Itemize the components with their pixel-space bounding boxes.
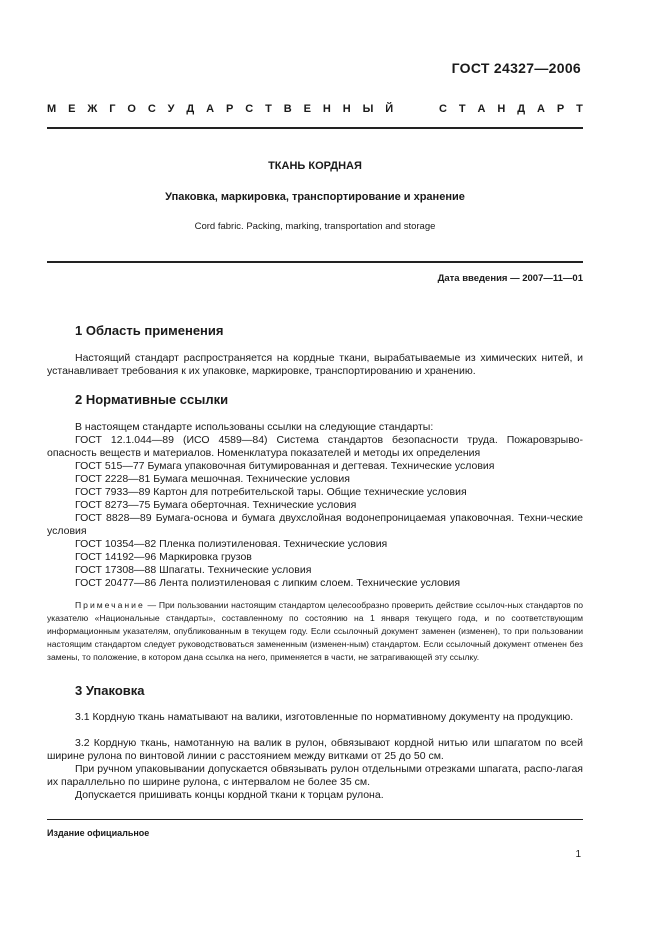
reference-item bbox=[47, 512, 583, 538]
banner-letter: Р bbox=[556, 103, 565, 115]
section-heading-packing: 3 Упаковка bbox=[75, 683, 145, 698]
paragraph-body: ГОСТ 8828—89 Бумага-основа и бумага двухслойная водонепроницаемая упаковочная. Техни-ческие условия bbox=[47, 512, 583, 537]
banner-letter: Е bbox=[303, 103, 311, 115]
banner-letter: Д bbox=[186, 103, 195, 115]
reference-item: ГОСТ 10354—82 Пленка полиэтиленовая. Технические условия bbox=[75, 538, 388, 550]
packing-stitching-note bbox=[47, 789, 583, 802]
document-subtitle-en: Cord fabric. Packing, marking, transportation and storage bbox=[194, 221, 436, 232]
page-number: 1 bbox=[575, 849, 581, 860]
packing-clause-3-2 bbox=[47, 737, 583, 763]
banner-letter: М bbox=[47, 103, 57, 115]
section-heading-scope: 1 Область применения bbox=[75, 323, 224, 338]
document-subtitle-ru: Упаковка, маркировка, транспортирование и хранение bbox=[165, 191, 465, 203]
banner-letter: У bbox=[167, 103, 175, 115]
banner-letter: В bbox=[283, 103, 292, 115]
paragraph-body: Допускается пришивать концы кордной ткани к торцам рулона. bbox=[75, 789, 384, 801]
banner-letter: А bbox=[477, 103, 486, 115]
packing-clause-3-1 bbox=[47, 711, 583, 724]
banner-letter: О bbox=[127, 103, 136, 115]
note-body: — При пользовании настоящим стандартом целесообразно проверить действие ссылоч-ных стандартов по указателю «Национальные стандарты», составленному по состоянию на 1 января текущего года, и по соответствующим информационным указателям, опубликованным в текущем году. Если ссылочный документ заменен (изменен), то при пользовании настоящим стандартом следует руководствоваться замененным (изменен-ным) стандартом. Если ссылочный документ отменен без замены, то положение, в котором дана ссылка на него, применяется в части, не затрагивающей эту ссылку. bbox=[47, 600, 584, 662]
banner-letter: Р bbox=[226, 103, 234, 115]
paragraph-body: При ручном упаковывании допускается обвязывать рулон отдельными отрезками шпагата, распо-лагая их параллельно по ширине рулона, с интервалом не более 35 см. bbox=[47, 763, 583, 788]
reference-item: ГОСТ 8273—75 Бумага оберточная. Технические условия bbox=[75, 499, 357, 511]
banner-letter: Ж bbox=[87, 103, 98, 115]
banner-letter: С bbox=[439, 103, 447, 115]
document-code: ГОСТ 24327—2006 bbox=[451, 60, 581, 76]
official-edition-label: Издание официальное bbox=[47, 828, 150, 838]
banner-letter: Т bbox=[576, 103, 583, 115]
banner-letter: С bbox=[245, 103, 254, 115]
interstate-standard-banner bbox=[47, 103, 583, 115]
banner-letter: Ы bbox=[362, 103, 374, 115]
banner-letter: Н bbox=[322, 103, 331, 115]
banner-letter: Е bbox=[68, 103, 76, 115]
banner-letter: А bbox=[536, 103, 545, 115]
banner-letter: Д bbox=[517, 103, 526, 115]
banner-letter: Г bbox=[109, 103, 116, 115]
banner-letter: Н bbox=[497, 103, 506, 115]
reference-item bbox=[47, 434, 583, 460]
paragraph-body: 3.2 Кордную ткань, намотанную на валик в рулон, обвязывают кордной нитью или шпагатом по всей ширине рулона по винтовой линии с расстоянием между витками от 25 до 50 см. bbox=[47, 737, 583, 762]
references-intro: В настоящем стандарте использованы ссылки на следующие стандарты: bbox=[75, 421, 434, 433]
document-title: ТКАНЬ КОРДНАЯ bbox=[268, 160, 362, 172]
banner-letter: Й bbox=[385, 103, 394, 115]
introduction-date: Дата введения — 2007—11—01 bbox=[437, 273, 583, 284]
paragraph-body: ГОСТ 12.1.044—89 (ИСО 4589—84) Система стандартов безопасности труда. Пожаровзрыво-опасность веществ и материалов. Номенклатура показателей и методы их определения bbox=[47, 434, 583, 459]
references-note bbox=[47, 599, 583, 664]
banner-letter: А bbox=[206, 103, 215, 115]
section-heading-references: 2 Нормативные ссылки bbox=[75, 392, 229, 407]
footer-divider bbox=[47, 819, 583, 820]
title-divider bbox=[47, 261, 583, 263]
header-divider bbox=[47, 127, 583, 129]
reference-item: ГОСТ 20477—86 Лента полиэтиленовая с липким слоем. Технические условия bbox=[75, 577, 461, 589]
banner-letter: Т bbox=[458, 103, 466, 115]
paragraph-body: Настоящий стандарт распространяется на кордные ткани, вырабатываемые из химических нитей, и устанавливает требования к их упаковке, маркировке, транспортированию и хранению. bbox=[47, 352, 583, 377]
reference-item: ГОСТ 14192—96 Маркировка грузов bbox=[75, 551, 252, 563]
packing-manual-note bbox=[47, 763, 583, 789]
banner-letter: С bbox=[147, 103, 156, 115]
banner-word-gap bbox=[405, 103, 427, 115]
reference-item: ГОСТ 2228—81 Бумага мешочная. Технические условия bbox=[75, 473, 350, 485]
paragraph-body: 3.1 Кордную ткань наматывают на валики, изготовленные по нормативному документу на продукцию. bbox=[75, 711, 574, 723]
reference-item: ГОСТ 515—77 Бумага упаковочная битумированная и дегтевая. Технические условия bbox=[75, 460, 495, 472]
reference-item: ГОСТ 7933—89 Картон для потребительской тары. Общие технические условия bbox=[75, 486, 467, 498]
note-label: Примечание bbox=[75, 600, 145, 610]
section-scope-text bbox=[47, 352, 583, 378]
reference-item: ГОСТ 17308—88 Шпагаты. Технические условия bbox=[75, 564, 312, 576]
banner-letter: Н bbox=[342, 103, 351, 115]
banner-letter: Т bbox=[265, 103, 272, 115]
